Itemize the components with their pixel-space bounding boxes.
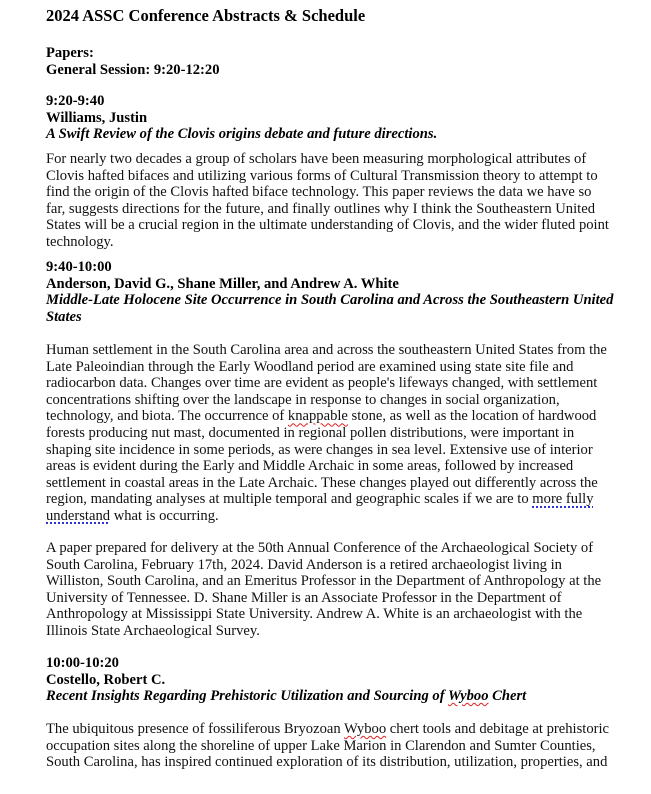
spelling-flag[interactable]: Wyboo: [447, 688, 489, 705]
text-segment: stone, as well as the location of hardwood: [347, 408, 597, 425]
grammar-flag[interactable]: understand: [46, 507, 111, 524]
paragraph-line: forests producing nut mast, documented in regional pollen distributions, were important in: [46, 424, 575, 441]
paragraph-line: Clovis hafted bifaces and utilizing various forms of Cultural Transmission theory to attempt to: [46, 167, 598, 184]
abstract-paragraph: [46, 342, 607, 525]
paragraph-line: Anthropology at Mississippi State University. Andrew A. White is an archaeologist with the: [46, 606, 583, 623]
paper-authors: Costello, Robert C.: [46, 671, 166, 688]
text-segment: The ubiquitous presence of fossiliferous Bryozoan: [46, 721, 345, 737]
paragraph-line: [46, 408, 607, 425]
paragraph-line: Late Paleoindian through the Early Woodland period are examined using state site file and: [46, 358, 574, 375]
text-segment: region, mandating analyses at multiple temporal and geographic scales if we are to: [46, 491, 533, 508]
paragraph-line: shaping site incidence in some periods, as were changes in sea level. Extensive use of interior: [46, 441, 593, 458]
spelling-flag[interactable]: Wyboo: [344, 721, 387, 737]
paragraph-line: find the origin of the Clovis hafted biface technology. This paper reviews the data we have so: [46, 184, 592, 201]
paragraph-line: Human settlement in the South Carolina area and across the southeastern United States from the: [46, 342, 607, 358]
paragraph-line: A paper prepared for delivery at the 50th Annual Conference of the Archaeological Society of: [46, 540, 594, 556]
paragraph-line: settlement in coastal areas in the Late Archaic. These changes played out differently across the: [46, 474, 598, 491]
paper-authors: Anderson, David G., Shane Miller, and Andrew A. White: [46, 275, 399, 292]
document-title: 2024 ASSC Conference Abstracts & Schedule: [46, 6, 366, 25]
paper-header: [46, 259, 613, 325]
paper-title: [46, 688, 526, 705]
paragraph-line: South Carolina, has inspired continued exploration of its distribution, utilization, properties, and: [46, 754, 608, 771]
text-segment: technology, and biota. The occurrence of: [46, 408, 288, 425]
paragraph-line: occupation sites along the shoreline of upper Lake Marion in Clarendon and Sumter Counties,: [46, 737, 596, 754]
paragraph-line: Illinois State Archaeological Survey.: [46, 622, 260, 639]
paragraph-line: University of Tennessee. D. Shane Miller is an Associate Professor in the Department of: [46, 589, 562, 606]
paper-title: States: [46, 308, 82, 325]
abstract-paragraph: [46, 151, 609, 251]
paper-time: 9:20-9:40: [46, 93, 105, 109]
paper-title: A Swift Review of the Clovis origins debate and future directions.: [46, 126, 438, 143]
paragraph-line: technology.: [46, 233, 114, 250]
paragraph-line: concentrations shifting over the landscape in response to changes in social organization,: [46, 391, 560, 408]
paper-time: 9:40-10:00: [46, 259, 112, 275]
paper-title: Middle-Late Holocene Site Occurrence in South Carolina and Across the Southeastern United: [46, 292, 614, 309]
spelling-flag[interactable]: knappable: [287, 408, 348, 425]
text-segment: what is occurring.: [110, 507, 219, 524]
section-label: Papers:: [46, 45, 94, 61]
paragraph-line: radiocarbon data. Changes over time are evident as people's lifeways changed, with settlement: [46, 375, 598, 392]
paper-header: [46, 655, 526, 705]
paragraph-line: South Carolina, February 17th, 2024. David Anderson is a retired archaeologist living in: [46, 556, 562, 573]
abstract-paragraph: [46, 721, 609, 771]
paragraph-line: [46, 508, 607, 525]
paper-time: 10:00-10:20: [46, 655, 119, 671]
paragraph-line: [46, 491, 607, 508]
paper-header: [46, 93, 437, 143]
abstract-paragraph: [46, 540, 601, 640]
paragraph-line: far, suggests directions for the future, and finally outlines why I think the Southeastern United: [46, 200, 595, 217]
paper-authors: Williams, Justin: [46, 109, 148, 126]
text-segment: chert tools and debitage at prehistoric: [386, 721, 610, 737]
text-segment: Chert: [488, 688, 527, 705]
grammar-flag[interactable]: more fully: [532, 491, 594, 508]
session-label: General Session: 9:20-12:20: [46, 61, 220, 78]
paragraph-line: areas is evident during the Early and Middle Archaic in some areas, followed by increased: [46, 458, 574, 475]
paragraph-line: [46, 721, 609, 738]
paragraph-line: States will be a crucial region in the ultimate understanding of Clovis, and the wider fluted point: [46, 217, 609, 234]
paragraph-line: For nearly two decades a group of scholars have been measuring morphological attributes of: [46, 151, 587, 167]
text-segment: Recent Insights Regarding Prehistoric Utilization and Sourcing of: [46, 688, 448, 705]
paragraph-line: Williston, South Carolina, and an Emeritus Professor in the Department of Anthropology at the: [46, 573, 602, 590]
